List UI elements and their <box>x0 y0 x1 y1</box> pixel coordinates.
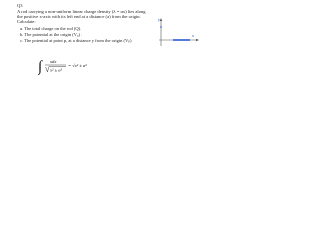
integrand-denominator: x² ± a² <box>50 67 62 73</box>
integral-formula <box>38 55 108 77</box>
sub-question-b: b. The potential at the origin (V₀) . <box>20 32 83 38</box>
point-p <box>160 26 162 28</box>
x-axis-label: x <box>192 33 194 38</box>
question-number: Q3 <box>17 3 23 8</box>
x-axis-arrow-icon <box>196 39 199 41</box>
statement-line: the positive x-axis with its left end at a distance (a) from the origin. <box>17 14 141 20</box>
statement-line: A rod carrying a non-uniform linear charge density (λ = αx) lies along <box>17 9 146 14</box>
sub-question-a: a. The total charge on the rod (Q). <box>20 26 82 31</box>
y-axis-label: y <box>158 17 160 22</box>
rod-diagram <box>0 0 200 97</box>
y-axis-arrow-icon <box>160 18 162 21</box>
calculate-label: Calculate: <box>17 19 36 24</box>
integral-result: = √x² ± a² <box>68 63 87 68</box>
integrand-numerator: xdx <box>50 59 57 64</box>
sub-question-c: c. The potential at point p, at a distance y from the origin (Vₚ) <box>20 38 132 44</box>
integral-sign-icon: ∫ <box>38 59 43 75</box>
